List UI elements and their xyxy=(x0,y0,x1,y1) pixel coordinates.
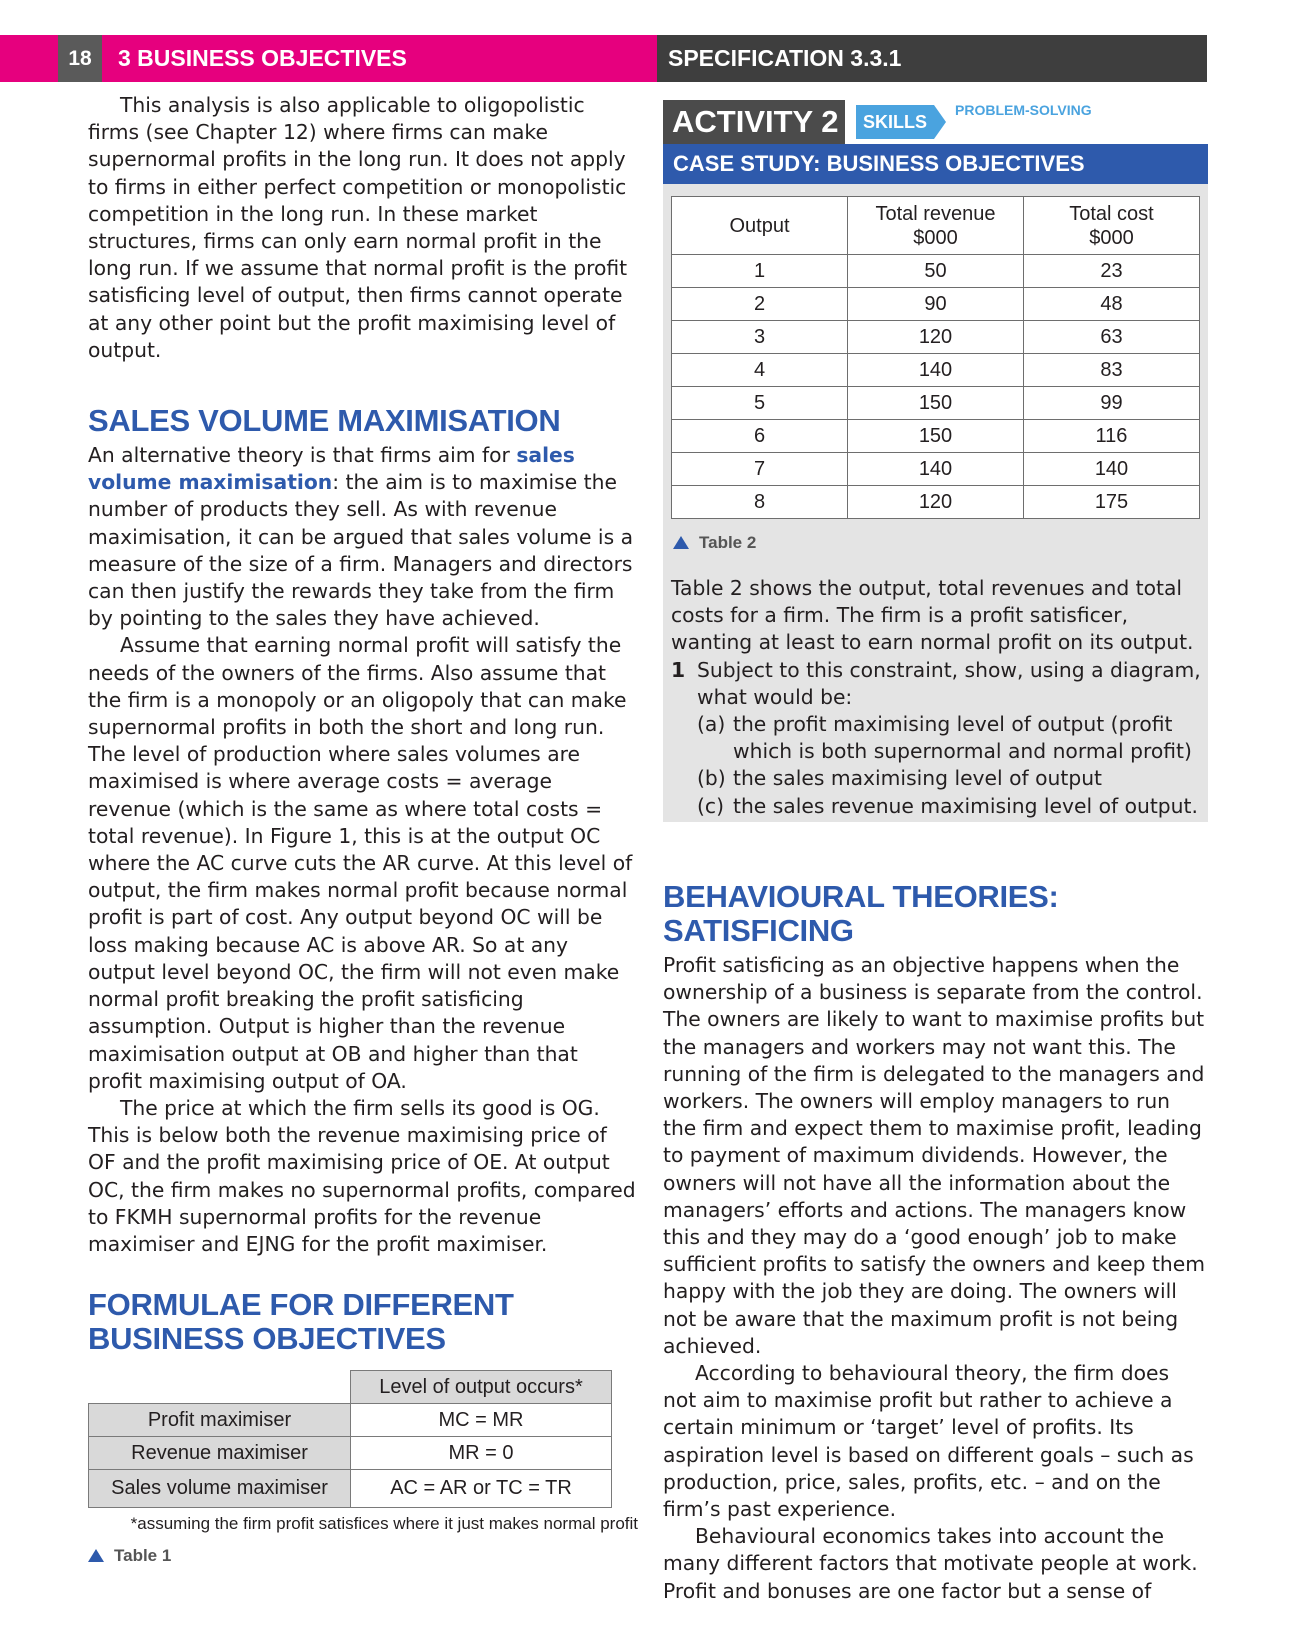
caption-text: Table 1 xyxy=(114,1546,172,1566)
table-cell: 99 xyxy=(1024,387,1200,420)
question-part xyxy=(697,711,1201,765)
table-cell: 50 xyxy=(848,255,1024,288)
table-cell: 140 xyxy=(1024,453,1200,486)
paragraph-behavioural-theory: According to behavioural theory, the firm does not aim to maximise profit but rather to achieve a certain minimum or ‘target’ level of profits. Its aspiration level is based on different goals – such as production, price, sales, profits, etc. – and on the firm’s past experience. xyxy=(663,1361,1194,1522)
table-cell: 6 xyxy=(672,420,848,453)
table-row xyxy=(672,420,1200,453)
question-number: 1 xyxy=(671,657,686,682)
text-span: An alternative theory is that firms aim for xyxy=(88,443,517,468)
triangle-icon xyxy=(88,1549,104,1562)
table-cell: 5 xyxy=(672,387,848,420)
table-cell: 7 xyxy=(672,453,848,486)
formula-value: MR = 0 xyxy=(351,1437,612,1470)
part-letter: (c) xyxy=(697,793,724,818)
table-cell: 2 xyxy=(672,288,848,321)
formula-footnote: *assuming the firm profit satisfices where it just makes normal profit xyxy=(130,1514,638,1534)
formula-value: MC = MR xyxy=(351,1404,612,1437)
table2-caption xyxy=(673,533,756,553)
formula-value: AC = AR or TC = TR xyxy=(351,1470,612,1508)
behavioural-body xyxy=(663,952,1208,1605)
text-span: : the aim is to maximise the number of products they sell. As with revenue maximisation, it can be argued that sales volume is a measure of the size of a firm. Managers and directors can then justify the rewards they take from the firm by pointing to the sales they have achieved. xyxy=(88,470,634,631)
table-row xyxy=(672,486,1200,519)
heading-behavioural: BEHAVIOURAL THEORIES: SATISFICING xyxy=(663,879,1059,948)
table-cell: 120 xyxy=(848,321,1024,354)
paragraph-price-og: The price at which the firm sells its good is OG. This is below both the revenue maximising price of OF and the profit maximising price of OE. At output OC, the firm makes no supernormal profits, compared to FKMH supernormal profits for the revenue maximiser and EJNG for the profit maximiser. xyxy=(88,1095,636,1256)
table-cell: 63 xyxy=(1024,321,1200,354)
table-cell: 4 xyxy=(672,354,848,387)
table-cell: 23 xyxy=(1024,255,1200,288)
table-cell: 140 xyxy=(848,354,1024,387)
part-text: the sales revenue maximising level of output. xyxy=(733,793,1198,818)
question-part xyxy=(697,765,1201,792)
table-row xyxy=(672,288,1200,321)
sales-body xyxy=(88,442,638,1258)
question-1 xyxy=(671,657,1201,711)
arrow-icon xyxy=(934,105,946,139)
table-row xyxy=(89,1404,612,1437)
triangle-icon xyxy=(673,536,689,549)
part-text: the sales maximising level of output xyxy=(733,766,1103,791)
formula-label: Sales volume maximiser xyxy=(89,1470,351,1508)
output-revenue-cost-table xyxy=(671,196,1200,519)
table-cell: 150 xyxy=(848,420,1024,453)
table-cell: 3 xyxy=(672,321,848,354)
paragraph-assume-normal-profit: Assume that earning normal profit will satisfy the needs of the owners of the firms. Also assume that the firm is a monopoly or an oligopoly that can make supernormal profits in both the short and long run. The level of production where sales volumes are maximised is where average costs = average revenue (which is the same as where total costs = total revenue). In Figure 1, this is at the output OC where the AC curve cuts the AR curve. At this level of output, the firm makes normal profit because normal profit is part of cost. Any output beyond OC will be loss making because AC is above AR. So at any output level beyond OC, the firm will not even make normal profit breaking the profit satisficing assumption. Output is higher than the revenue maximisation output at OB and higher than that profit maximising output of OA. xyxy=(88,633,633,1093)
column-header: Total revenue $000 xyxy=(848,197,1024,255)
part-text: the profit maximising level of output (profit which is both supernormal and normal profit) xyxy=(733,712,1192,764)
skill-name: PROBLEM-SOLVING xyxy=(955,102,1092,118)
paragraph-sales-alternative xyxy=(88,442,638,632)
heading-sales-volume: SALES VOLUME MAXIMISATION xyxy=(88,403,561,439)
table-row xyxy=(89,1437,612,1470)
table-cell: 175 xyxy=(1024,486,1200,519)
page-number: 18 xyxy=(58,35,102,82)
table-cell: 8 xyxy=(672,486,848,519)
table-cell: 90 xyxy=(848,288,1024,321)
question-part xyxy=(697,793,1201,820)
formula-table xyxy=(88,1370,612,1508)
left-column xyxy=(88,92,638,1566)
table-row xyxy=(672,453,1200,486)
paragraph-behavioural-economics: Behavioural economics takes into account the many different factors that motivate people at work. Profit and bonuses are one factor but a sense of xyxy=(663,1524,1198,1603)
right-column xyxy=(663,880,1208,1605)
chapter-title: 3 BUSINESS OBJECTIVES xyxy=(118,45,407,71)
part-letter: (b) xyxy=(697,766,726,791)
table-row xyxy=(672,255,1200,288)
table-row xyxy=(672,354,1200,387)
activity-text xyxy=(671,575,1201,820)
table-cell: 1 xyxy=(672,255,848,288)
paragraph-profit-satisficing: Profit satisficing as an objective happens when the ownership of a business is separate from the control. The owners are likely to want to maximise profits but the managers and workers may not want this. The running of the firm is delegated to the managers and workers. The owners will employ managers to run the firm and expect them to maximise profit, leading to payment of maximum dividends. However, the owners will not have all the information about the managers’ efforts and actions. The managers know this and they may do a ‘good enough’ job to make sufficient profits to satisfy the owners and keep them happy with the job they are doing. The owners will not be aware that the maximum profit is not being achieved. xyxy=(663,953,1205,1358)
table1-caption xyxy=(88,1546,638,1566)
heading-formulae: FORMULAE FOR DIFFERENT BUSINESS OBJECTIVES xyxy=(88,1287,514,1357)
activity-intro: Table 2 shows the output, total revenues and total costs for a firm. The firm is a profit satisficer, wanting at least to earn normal profit on its output. xyxy=(671,576,1194,655)
blank-cell xyxy=(89,1371,351,1404)
case-study-title: CASE STUDY: BUSINESS OBJECTIVES xyxy=(663,144,1208,184)
formula-label: Revenue maximiser xyxy=(89,1437,351,1470)
column-header: Total cost $000 xyxy=(1024,197,1200,255)
table-cell: 150 xyxy=(848,387,1024,420)
specification-label: SPECIFICATION 3.3.1 xyxy=(657,35,1207,82)
question-text: Subject to this constraint, show, using a diagram, what would be: xyxy=(697,657,1201,709)
skills-label: SKILLS xyxy=(856,105,934,139)
skills-tag xyxy=(856,105,944,139)
table-row xyxy=(672,321,1200,354)
part-letter: (a) xyxy=(697,712,726,737)
table-row xyxy=(672,387,1200,420)
table-cell: 140 xyxy=(848,453,1024,486)
activity-title: ACTIVITY 2 xyxy=(663,100,845,144)
paragraph-oligopoly: This analysis is also applicable to oligopolistic firms (see Chapter 12) where firms can make supernormal profits in the long run. It does not apply to firms in either perfect competition or monopolistic competition in the long run. In these market structures, firms can only earn normal profit in the long run. If we assume that normal profit is the profit satisficing level of output, then firms cannot operate at any other point but the profit maximising level of output. xyxy=(88,93,628,362)
left-body xyxy=(88,92,638,364)
caption-text: Table 2 xyxy=(699,533,757,552)
table-cell: 116 xyxy=(1024,420,1200,453)
keyword-sales-volume-maximisation: sales volume maximisation xyxy=(88,443,575,495)
table-row xyxy=(89,1470,612,1508)
column-header: Output xyxy=(672,197,848,255)
table-header-row xyxy=(672,197,1200,255)
table-cell: 83 xyxy=(1024,354,1200,387)
table-cell: 48 xyxy=(1024,288,1200,321)
formula-header: Level of output occurs* xyxy=(351,1371,612,1404)
formula-label: Profit maximiser xyxy=(89,1404,351,1437)
table-cell: 120 xyxy=(848,486,1024,519)
